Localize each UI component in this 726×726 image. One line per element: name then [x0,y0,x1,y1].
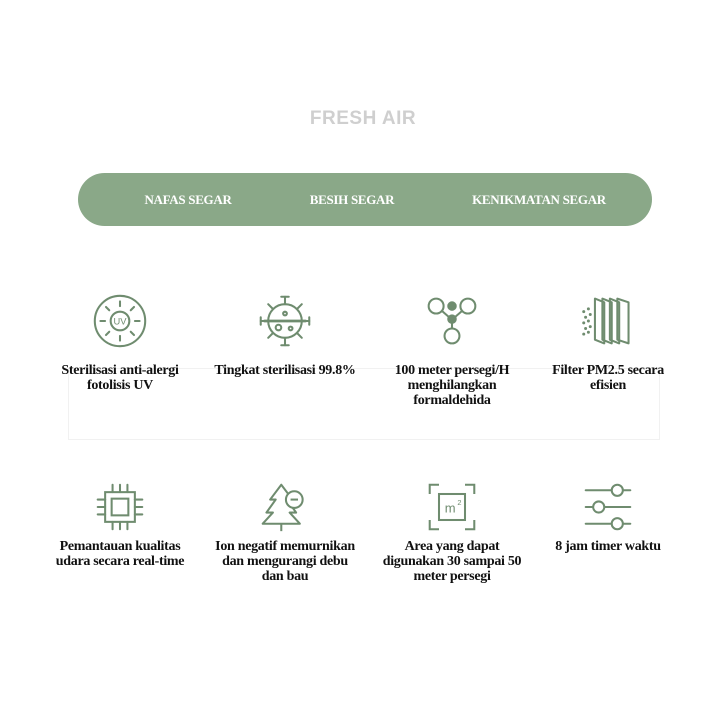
feature-label: Sterilisasi anti-alergi fotolisis UV [61,363,179,393]
feature-label: Area yang dapat digunakan 30 sampai 50 meter persegi [382,539,522,584]
feature-banner [78,173,652,226]
svg-text:2: 2 [457,498,462,508]
timer-sliders-icon [580,481,636,533]
feature-formaldehyde [377,293,527,408]
virus-icon [255,293,315,349]
feature-negative-ion [210,481,360,584]
molecule-icon [422,293,482,349]
banner-item-besih-segar: BESIH SEGAR [309,192,395,207]
page-title: FRESH AIR [309,108,417,129]
feature-usable-area [377,481,527,584]
feature-label: 100 meter persegi/H menghilangkan formaldehida [394,363,510,408]
feature-sterilization-rate [210,293,360,378]
feature-timer [533,481,683,554]
banner-item-kenikmatan-segar: KENIKMATAN SEGAR [472,192,606,207]
area-icon [424,481,480,533]
chip-icon [92,481,148,533]
filter-icon [578,293,638,349]
svg-text:UV: UV [113,316,127,327]
banner-item-nafas-segar: NAFAS SEGAR [144,192,232,207]
tree-ion-icon [257,481,313,533]
feature-label: 8 jam timer waktu [555,539,661,554]
feature-label: Ion negatif memurnikan dan mengurangi debu dan bau [215,539,355,584]
feature-label: Tingkat sterilisasi 99.8% [214,363,356,378]
feature-air-monitoring [45,481,195,569]
feature-uv-sterilization [45,293,195,393]
svg-text:m: m [444,500,456,516]
feature-label: Filter PM2.5 secara efisien [552,363,664,393]
feature-pm25-filter [533,293,683,393]
feature-label: Pemantauan kualitas udara secara real-time [55,539,185,569]
uv-icon [90,293,150,349]
